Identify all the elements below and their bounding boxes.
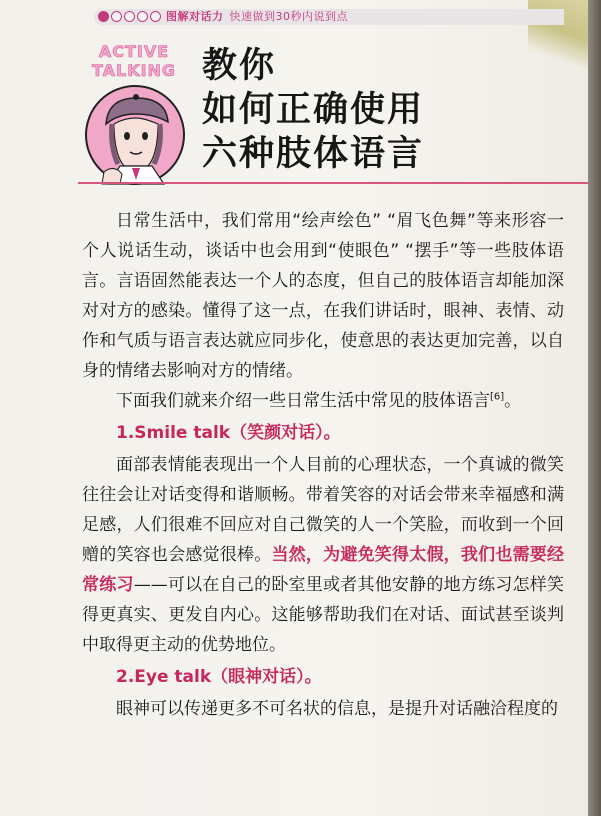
section-1-heading: 1.Smile talk（笑颜对话）。 — [116, 423, 341, 443]
article-body — [82, 206, 564, 724]
running-header — [166, 9, 348, 25]
section-1-emphasis: 当然，为避免笑得太假，我们也需要经常练习 — [82, 545, 565, 595]
progress-dot — [124, 11, 135, 22]
header-subtitle: 快速做到30秒内说到点 — [229, 10, 348, 23]
progress-dot — [111, 11, 122, 22]
section-1-text-b: ——可以在自己的卧室里或者其他安静的地方练习怎样笑得更真实、更发自内心。这能够帮助我们在对话、面试甚至谈判中取得更主动的优势地位。 — [82, 575, 565, 655]
badge-line-2: TALKING — [91, 61, 177, 80]
page-edge-shadow — [588, 0, 601, 816]
progress-dots — [98, 11, 161, 22]
section-2-paragraph: 眼神可以传递更多不可名状的信息，是提升对话融洽程度的 — [116, 699, 558, 719]
progress-dot-filled — [98, 11, 109, 22]
progress-dot — [150, 11, 161, 22]
lead-in-end: 。 — [504, 391, 522, 411]
girl-avatar-illustration — [84, 84, 186, 186]
lead-in-paragraph — [82, 386, 564, 416]
progress-dot — [137, 11, 148, 22]
title-line-3: 六种肢体语言 — [202, 134, 425, 174]
title-line-1: 教你 — [202, 46, 277, 86]
footnote-ref: [6] — [490, 391, 505, 403]
badge-line-1: ACTIVE — [98, 42, 170, 61]
article-title — [202, 44, 424, 176]
lead-in-text: 下面我们就来介绍一些日常生活中常见的肢体语言 — [116, 391, 490, 411]
section-2-heading: 2.Eye talk（眼神对话）。 — [116, 667, 322, 687]
title-divider — [78, 182, 588, 184]
header-title: 图解对话力 — [166, 10, 224, 23]
title-line-2: 如何正确使用 — [202, 90, 425, 130]
active-talking-badge — [88, 42, 180, 80]
section-1-text-a: 面部表情能表现出一个人目前的心理状态，一个真诚的微笑往往会让对话变得和谐顺畅。带着笑容的对话会带来幸福感和满足感，人们很难不回应对自己微笑的人一个笑脸，而收到一个回赠的笑容也会感觉很棒。 — [82, 455, 564, 565]
intro-paragraph: 日常生活中，我们常用“绘声绘色” “眉飞色舞”等来形容一个人说话生动，谈话中也会用到“使眼色” “摆手”等一些肢体语言。言语固然能表达一个人的态度，但自己的肢体语言却能加深对对方的感染。懂得了这一点，在我们讲话时，眼神、表情、动作和气质与语言表达就应同步化，使意思的表达更加完善，以自身的情绪去影响对方的情绪。 — [82, 211, 564, 381]
section-1-paragraph — [82, 450, 564, 660]
